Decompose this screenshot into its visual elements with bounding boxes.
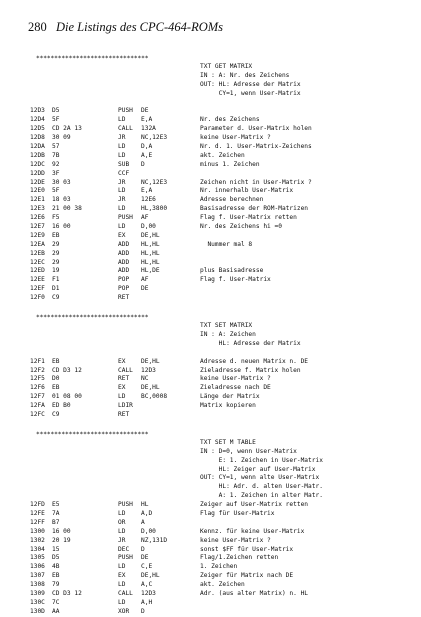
address-cell: 12FD xyxy=(30,501,45,509)
operand-cell: D,00 xyxy=(141,527,156,535)
hex-bytes-cell: 15 xyxy=(52,545,60,553)
listing-row xyxy=(28,537,398,546)
operand-cell: 12E6 xyxy=(141,196,156,204)
listing-row xyxy=(28,99,398,108)
listing-row xyxy=(28,187,398,196)
page-number: 280 xyxy=(28,20,47,34)
operand-cell: E,A xyxy=(141,187,153,195)
hex-bytes-cell: D5 xyxy=(52,554,60,562)
address-cell: 12EE xyxy=(30,276,45,284)
comment-cell: IN : D=0, wenn User-Matrix xyxy=(200,447,297,455)
comment-cell: Nr. innerhalb User-Matrix xyxy=(200,187,294,195)
hex-bytes-cell: B7 xyxy=(52,518,60,526)
mnemonic-cell: XOR xyxy=(118,607,130,615)
listing-row xyxy=(28,501,398,510)
comment-cell: TXT GET MATRIX xyxy=(200,63,253,70)
listing-row xyxy=(28,250,398,259)
mnemonic-cell: LD xyxy=(118,205,126,213)
hex-bytes-cell: CD D3 12 xyxy=(52,366,82,374)
operand-cell: HL,HL xyxy=(141,258,160,266)
hex-bytes-cell: EB xyxy=(52,384,60,392)
hex-bytes-cell: 7C xyxy=(52,598,60,606)
operand-cell: AF xyxy=(141,276,149,284)
address-cell: 1302 xyxy=(30,536,45,544)
operand-cell: DE xyxy=(141,554,149,562)
comment-cell: akt. Zeichen xyxy=(200,151,245,159)
mnemonic-cell: ADD xyxy=(118,258,130,266)
listing-row xyxy=(28,232,398,241)
operand-cell: AF xyxy=(141,214,149,222)
listing-row xyxy=(28,205,398,214)
listing-row xyxy=(28,367,398,376)
address-cell: 1307 xyxy=(30,572,45,580)
comment-cell: IN : A: Zeichen xyxy=(200,330,256,338)
mnemonic-cell: POP xyxy=(118,285,130,293)
operand-cell: E,A xyxy=(141,116,153,124)
address-cell: 12E3 xyxy=(30,205,45,213)
address-cell: 1306 xyxy=(30,563,45,571)
address-cell: 12FE xyxy=(30,509,45,517)
operand-cell: D,00 xyxy=(141,223,156,231)
mnemonic-cell: LD xyxy=(118,143,126,151)
mnemonic-cell: ADD xyxy=(118,267,130,275)
address-cell: 12FF xyxy=(30,518,45,526)
hex-bytes-cell: CD D3 12 xyxy=(52,589,82,597)
operand-cell: HL,3800 xyxy=(141,205,168,213)
mnemonic-cell: EX xyxy=(118,357,126,365)
mnemonic-cell: CALL xyxy=(118,125,133,133)
separator-line xyxy=(28,54,398,63)
operand-cell: A,H xyxy=(141,598,153,606)
mnemonic-cell: RET xyxy=(118,375,130,383)
hex-bytes-cell: 4B xyxy=(52,563,60,571)
address-cell: 1308 xyxy=(30,581,45,589)
mnemonic-cell: OR xyxy=(118,518,126,526)
operand-cell: DE,HL xyxy=(141,231,160,239)
mnemonic-cell: CALL xyxy=(118,589,133,597)
listing-row xyxy=(28,179,398,188)
mnemonic-cell: JR xyxy=(118,178,126,186)
address-cell: 12F1 xyxy=(30,357,45,365)
hex-bytes-cell: E5 xyxy=(52,501,60,509)
comment-cell: Nr. des Zeichens hi =0 xyxy=(200,223,282,231)
mnemonic-cell: LDIR xyxy=(118,402,133,410)
comment-cell: Nr. des Zeichens xyxy=(200,116,260,124)
mnemonic-cell: LD xyxy=(118,393,126,401)
comment-cell: Basisadresse der ROM-Matrizen xyxy=(200,205,309,213)
comment-cell: keine User-Matrix ? xyxy=(200,375,271,383)
listing-row xyxy=(28,241,398,250)
address-cell: 12E1 xyxy=(30,196,45,204)
operand-cell: BC,0008 xyxy=(141,393,168,401)
hex-bytes-cell: C9 xyxy=(52,294,60,302)
listing-block xyxy=(28,313,398,420)
listing-row xyxy=(28,375,398,384)
listing-row xyxy=(28,448,398,457)
hex-bytes-cell: 3F xyxy=(52,169,60,177)
listing-row xyxy=(28,358,398,367)
listing-row xyxy=(28,384,398,393)
listing-row xyxy=(28,411,398,420)
listing-row xyxy=(28,116,398,125)
hex-bytes-cell: 57 xyxy=(52,143,60,151)
operand-cell: A xyxy=(141,518,145,526)
separator-stars: ******************************* xyxy=(36,430,149,438)
comment-cell: Zeichen nicht in User-Matrix ? xyxy=(200,178,312,186)
listing-row xyxy=(28,90,398,99)
address-cell: 1304 xyxy=(30,545,45,553)
listing-row xyxy=(28,519,398,528)
hex-bytes-cell: 79 xyxy=(52,581,60,589)
hex-bytes-cell: ED B0 xyxy=(52,402,71,410)
address-cell: 12F2 xyxy=(30,366,45,374)
hex-bytes-cell: 29 xyxy=(52,240,60,248)
mnemonic-cell: LD xyxy=(118,151,126,159)
comment-cell: akt. Zeichen xyxy=(200,581,245,589)
operand-cell: DE,HL xyxy=(141,572,160,580)
listing-row xyxy=(28,349,398,358)
mnemonic-cell: DEC xyxy=(118,545,130,553)
listing-row xyxy=(28,457,398,466)
listing-row xyxy=(28,63,398,72)
mnemonic-cell: PUSH xyxy=(118,107,133,115)
mnemonic-cell: RET xyxy=(118,294,130,302)
listing-row xyxy=(28,72,398,81)
hex-bytes-cell: 29 xyxy=(52,249,60,257)
address-cell: 12EA xyxy=(30,240,45,248)
mnemonic-cell: CCF xyxy=(118,169,130,177)
address-cell: 12F7 xyxy=(30,393,45,401)
hex-bytes-cell: CD 2A 13 xyxy=(52,125,82,133)
listing-row xyxy=(28,223,398,232)
listing-block xyxy=(28,430,398,617)
listing-row xyxy=(28,294,398,303)
hex-bytes-cell: 20 19 xyxy=(52,536,71,544)
hex-bytes-cell: 5F xyxy=(52,187,60,195)
separator-stars: ******************************* xyxy=(36,314,149,322)
listing-row xyxy=(28,152,398,161)
hex-bytes-cell: EB xyxy=(52,357,60,365)
comment-cell: Flag f. User-Matrix xyxy=(200,276,271,284)
hex-bytes-cell: 92 xyxy=(52,160,60,168)
mnemonic-cell: LD xyxy=(118,563,126,571)
comment-cell: Parameter d. User-Matrix holen xyxy=(200,125,312,133)
operand-cell: DE xyxy=(141,285,149,293)
address-cell: 130C xyxy=(30,598,45,606)
comment-cell: sonst $FF für User-Matrix xyxy=(200,545,294,553)
operand-cell: A,D xyxy=(141,509,153,517)
listing-row xyxy=(28,510,398,519)
comment-cell: Flag für User-Matrix xyxy=(200,509,275,517)
mnemonic-cell: PUSH xyxy=(118,214,133,222)
listing-row xyxy=(28,563,398,572)
address-cell: 12F5 xyxy=(30,375,45,383)
operand-cell: NC xyxy=(141,375,149,383)
separator-line xyxy=(28,313,398,322)
address-cell: 12DB xyxy=(30,151,45,159)
address-cell: 1309 xyxy=(30,589,45,597)
address-cell: 12D5 xyxy=(30,125,45,133)
assembly-listing xyxy=(28,54,398,617)
listing-row xyxy=(28,214,398,223)
address-cell: 12EC xyxy=(30,258,45,266)
hex-bytes-cell: AA xyxy=(52,607,60,615)
listing-row xyxy=(28,107,398,116)
hex-bytes-cell: 30 09 xyxy=(52,134,71,142)
operand-cell: D xyxy=(141,607,145,615)
address-cell: 12FA xyxy=(30,402,45,410)
listing-row xyxy=(28,259,398,268)
operand-cell: HL,HL xyxy=(141,249,160,257)
mnemonic-cell: LD xyxy=(118,187,126,195)
hex-bytes-cell: 21 00 38 xyxy=(52,205,82,213)
address-cell: 12FC xyxy=(30,410,45,418)
listing-row xyxy=(28,483,398,492)
mnemonic-cell: LD xyxy=(118,116,126,124)
address-cell: 12E6 xyxy=(30,214,45,222)
comment-cell: Zeiger auf User-Matrix retten xyxy=(200,501,309,509)
comment-cell: OUT: HL: Adresse der Matrix xyxy=(200,80,301,88)
operand-cell: C,E xyxy=(141,563,153,571)
listing-row xyxy=(28,81,398,90)
listing-row xyxy=(28,196,398,205)
comment-cell: OUT: CY=1, wenn alte User-Matrix xyxy=(200,474,320,482)
comment-cell: 1. Zeichen xyxy=(200,563,238,571)
listing-row xyxy=(28,590,398,599)
mnemonic-cell: LD xyxy=(118,598,126,606)
comment-cell: minus 1. Zeichen xyxy=(200,160,260,168)
hex-bytes-cell: EB xyxy=(52,572,60,580)
listing-row xyxy=(28,276,398,285)
listing-row xyxy=(28,143,398,152)
mnemonic-cell: JR xyxy=(118,134,126,142)
hex-bytes-cell: 18 03 xyxy=(52,196,71,204)
mnemonic-cell: ADD xyxy=(118,249,130,257)
comment-cell: Flag/1.Zeichen retten xyxy=(200,554,279,562)
operand-cell: NC,12E3 xyxy=(141,134,168,142)
comment-cell: Zieladresse f. Matrix holen xyxy=(200,366,301,374)
comment-cell: Adresse berechnen xyxy=(200,196,264,204)
comment-cell: Kennz. für keine User-Matrix xyxy=(200,527,305,535)
listing-row xyxy=(28,599,398,608)
operand-cell: DE,HL xyxy=(141,357,160,365)
comment-cell: Flag f. User-Matrix retten xyxy=(200,214,297,222)
address-cell: 12DA xyxy=(30,143,45,151)
operand-cell: A,C xyxy=(141,581,153,589)
hex-bytes-cell: 16 00 xyxy=(52,223,71,231)
comment-cell: keine User-Matrix ? xyxy=(200,536,271,544)
mnemonic-cell: EX xyxy=(118,231,126,239)
block-gap xyxy=(28,303,398,313)
listing-row xyxy=(28,402,398,411)
operand-cell: 12D3 xyxy=(141,589,156,597)
hex-bytes-cell: 7A xyxy=(52,509,60,517)
hex-bytes-cell: F5 xyxy=(52,214,60,222)
listing-row xyxy=(28,134,398,143)
hex-bytes-cell: 19 xyxy=(52,267,60,275)
mnemonic-cell: RET xyxy=(118,410,130,418)
address-cell: 12ED xyxy=(30,267,45,275)
comment-cell: A: 1. Zeichen in alter Matr. xyxy=(200,492,323,500)
listing-row xyxy=(28,492,398,501)
mnemonic-cell: EX xyxy=(118,572,126,580)
page-header xyxy=(28,20,398,38)
address-cell: 12F0 xyxy=(30,294,45,302)
hex-bytes-cell: 7B xyxy=(52,151,60,159)
address-cell: 130D xyxy=(30,607,45,615)
address-cell: 12D4 xyxy=(30,116,45,124)
address-cell: 12EB xyxy=(30,249,45,257)
comment-cell: HL: Adresse der Matrix xyxy=(200,339,301,347)
hex-bytes-cell: EB xyxy=(52,231,60,239)
operand-cell: D xyxy=(141,545,145,553)
listing-row xyxy=(28,170,398,179)
hex-bytes-cell: 01 08 00 xyxy=(52,393,82,401)
comment-cell: plus Basisadresse xyxy=(200,267,264,275)
mnemonic-cell: SUB xyxy=(118,160,130,168)
listing-row xyxy=(28,466,398,475)
operand-cell: 12D3 xyxy=(141,366,156,374)
separator-stars: ******************************* xyxy=(36,55,149,62)
address-cell: 12E0 xyxy=(30,187,45,195)
mnemonic-cell: JR xyxy=(118,536,126,544)
mnemonic-cell: LD xyxy=(118,527,126,535)
address-cell: 12DC xyxy=(30,160,45,168)
operand-cell: DE,HL xyxy=(141,384,160,392)
comment-cell: HL: Adr. d. alten User-Matr. xyxy=(200,483,323,491)
listing-row xyxy=(28,608,398,617)
address-cell: 1305 xyxy=(30,554,45,562)
operand-cell: DE xyxy=(141,107,149,115)
address-cell: 12D8 xyxy=(30,134,45,142)
address-cell: 12DD xyxy=(30,169,45,177)
operand-cell: A,E xyxy=(141,151,153,159)
block-gap xyxy=(28,420,398,430)
listing-row xyxy=(28,322,398,331)
hex-bytes-cell: 5F xyxy=(52,116,60,124)
operand-cell: HL xyxy=(141,501,149,509)
comment-cell: Adr. (aus alter Matrix) n. HL xyxy=(200,589,309,597)
hex-bytes-cell: 16 00 xyxy=(52,527,71,535)
address-cell: 12EF xyxy=(30,285,45,293)
listing-row xyxy=(28,528,398,537)
listing-row xyxy=(28,554,398,563)
operand-cell: D xyxy=(141,160,145,168)
comment-cell: TXT SET MATRIX xyxy=(200,322,253,330)
listing-block xyxy=(28,54,398,303)
listing-row xyxy=(28,572,398,581)
listing-row xyxy=(28,161,398,170)
mnemonic-cell: EX xyxy=(118,384,126,392)
mnemonic-cell: ADD xyxy=(118,240,130,248)
mnemonic-cell: JR xyxy=(118,196,126,204)
hex-bytes-cell: D1 xyxy=(52,285,60,293)
address-cell: 12D3 xyxy=(30,107,45,115)
address-cell: 1300 xyxy=(30,527,45,535)
listing-row xyxy=(28,581,398,590)
comment-cell: TXT SET M TABLE xyxy=(200,438,256,446)
comment-cell: Nummer mal 8 xyxy=(200,240,253,248)
separator-line xyxy=(28,430,398,439)
listing-row xyxy=(28,393,398,402)
address-cell: 12E9 xyxy=(30,231,45,239)
hex-bytes-cell: 29 xyxy=(52,258,60,266)
listing-row xyxy=(28,331,398,340)
operand-cell: D,A xyxy=(141,143,153,151)
mnemonic-cell: PUSH xyxy=(118,501,133,509)
operand-cell: HL,DE xyxy=(141,267,160,275)
mnemonic-cell: PUSH xyxy=(118,554,133,562)
comment-cell: Zeiger für Matrix nach DE xyxy=(200,572,294,580)
address-cell: 12E7 xyxy=(30,223,45,231)
mnemonic-cell: CALL xyxy=(118,366,133,374)
mnemonic-cell: LD xyxy=(118,223,126,231)
mnemonic-cell: LD xyxy=(118,581,126,589)
listing-row xyxy=(28,285,398,294)
address-cell: 12DE xyxy=(30,178,45,186)
operand-cell: HL,HL xyxy=(141,240,160,248)
hex-bytes-cell: F1 xyxy=(52,276,60,284)
comment-cell: IN : A: Nr. des Zeichens xyxy=(200,71,290,79)
comment-cell: keine User-Matrix ? xyxy=(200,134,271,142)
comment-cell: Zieladresse nach DE xyxy=(200,384,271,392)
comment-cell: CY=1, wenn User-Matrix xyxy=(200,89,301,97)
comment-cell: Länge der Matrix xyxy=(200,393,260,401)
comment-cell: Nr. d. 1. User-Matrix-Zeichens xyxy=(200,143,312,151)
listing-row xyxy=(28,439,398,448)
listing-row xyxy=(28,546,398,555)
comment-cell: Matrix kopieren xyxy=(200,402,256,410)
listing-row xyxy=(28,340,398,349)
mnemonic-cell: LD xyxy=(118,509,126,517)
hex-bytes-cell: D5 xyxy=(52,107,60,115)
listing-row xyxy=(28,474,398,483)
hex-bytes-cell: 30 03 xyxy=(52,178,71,186)
listing-row xyxy=(28,267,398,276)
operand-cell: NC,12E3 xyxy=(141,178,168,186)
address-cell: 12F6 xyxy=(30,384,45,392)
comment-cell: Adresse d. neuen Matrix n. DE xyxy=(200,357,309,365)
operand-cell: NZ,131D xyxy=(141,536,168,544)
hex-bytes-cell: D0 xyxy=(52,375,60,383)
comment-cell: E: 1. Zeichen in User-Matrix xyxy=(200,456,323,464)
mnemonic-cell: POP xyxy=(118,276,130,284)
hex-bytes-cell: C9 xyxy=(52,410,60,418)
comment-cell: HL: Zeiger auf User-Matrix xyxy=(200,465,316,473)
operand-cell: 132A xyxy=(141,125,156,133)
listing-row xyxy=(28,125,398,134)
page-title: Die Listings des CPC-464-ROMs xyxy=(56,20,224,34)
